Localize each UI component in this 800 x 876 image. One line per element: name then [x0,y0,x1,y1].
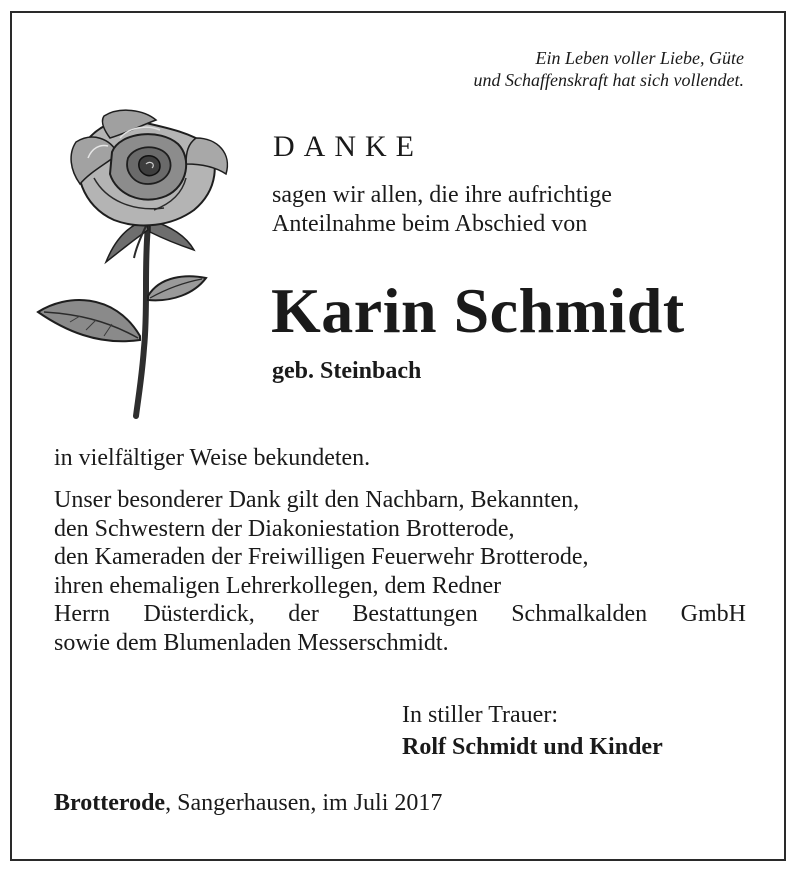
intro-text [272,181,612,239]
thanks-line: sowie dem Blumenladen Messerschmidt. [54,629,449,656]
family-signature: Rolf Schmidt und Kinder [402,734,663,760]
mourning-phrase: In stiller Trauer: [402,702,558,728]
intro-line-1: sagen wir allen, die ihre aufrichtige [272,182,612,208]
birth-name: geb. Steinbach [272,358,422,384]
place-date-rest: , Sangerhausen, im Juli 2017 [165,790,443,816]
heading-danke: DANKE [273,130,423,163]
expressed-line: in vielfältiger Weise bekundeten. [54,445,371,471]
motto [380,47,744,91]
motto-line-1: Ein Leben voller Liebe, Güte [535,48,744,68]
thanks-line: den Schwestern der Diakoniestation Brotterode, [54,515,515,542]
place-name: Brotterode [54,790,166,816]
thanks-line: ihren ehemaligen Lehrerkollegen, dem Redner [54,572,502,599]
deceased-name: Karin Schmidt [271,275,685,346]
thanks-line: den Kameraden der Freiwilligen Feuerwehr Brotterode, [54,544,589,571]
place-and-date [54,790,442,817]
rose-icon [36,108,236,420]
thanks-line: Herrn Düsterdick, der Bestattungen Schmalkalden GmbH [54,601,746,628]
thanks-paragraph [54,486,746,658]
thanks-line: Unser besonderer Dank gilt den Nachbarn, Bekannten, [54,487,580,513]
motto-line-2: und Schaffenskraft hat sich vollendet. [473,70,744,90]
intro-line-2: Anteilnahme beim Abschied von [272,211,588,237]
